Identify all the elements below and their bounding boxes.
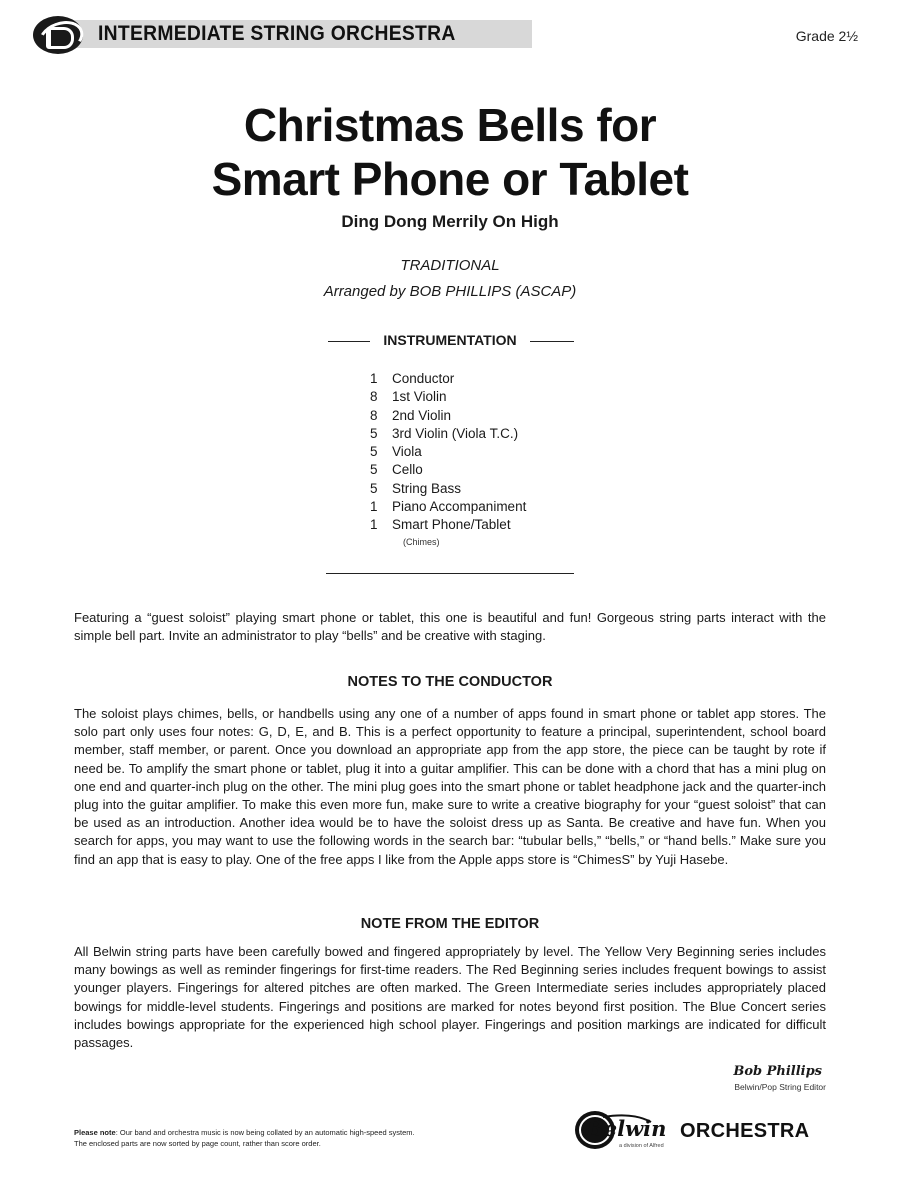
instrumentation-item [370, 516, 610, 534]
page-header [0, 0, 900, 70]
item-name: Cello [392, 462, 423, 478]
instrumentation-item [370, 407, 610, 425]
item-quantity: 8 [370, 407, 378, 423]
editor-signature: Bob Phillips [733, 1064, 822, 1079]
arranger-credit: Arranged by BOB PHILLIPS (ASCAP) [323, 283, 577, 300]
piece-subtitle: Ding Dong Merrily On High [341, 212, 559, 231]
instrumentation-bottom-rule [326, 573, 574, 574]
footer-note-text: : Our band and orchestra music is now being collated by an automatic high-speed system. [115, 1128, 415, 1137]
composer-credit: TRADITIONAL [400, 257, 500, 274]
brand-subline: a division of Alfred [619, 1143, 664, 1149]
instrument-sub-note: (Chimes) [403, 537, 440, 547]
item-name: Viola [392, 444, 422, 460]
footer-note-label: Please note [74, 1128, 116, 1137]
item-name: Smart Phone/Tablet [392, 517, 511, 533]
brand-name: Belwin [586, 1116, 667, 1141]
item-quantity: 5 [370, 480, 378, 496]
footer-note [74, 1128, 524, 1149]
title-line-1: Christmas Bells for [243, 99, 657, 151]
item-name: String Bass [392, 480, 462, 496]
item-quantity: 1 [370, 517, 378, 533]
title-line-2: Smart Phone or Tablet [211, 153, 689, 205]
instrumentation-item [370, 498, 610, 516]
instrumentation-item [370, 443, 610, 461]
item-quantity: 1 [370, 499, 378, 515]
item-quantity: 5 [370, 462, 378, 478]
item-quantity: 5 [370, 425, 378, 441]
editor-role: Belwin/Pop String Editor [734, 1082, 826, 1092]
instrumentation-heading: INSTRUMENTATION [383, 332, 517, 348]
item-quantity: 5 [370, 444, 378, 460]
item-name: 2nd Violin [392, 407, 452, 423]
instrumentation-item [370, 388, 610, 406]
item-quantity: 1 [370, 371, 378, 386]
instrumentation-item [370, 370, 610, 388]
footer-note-line-2: The enclosed parts are now sorted by page count, rather than score order. [74, 1138, 321, 1148]
intro-paragraph: Featuring a “guest soloist” playing smart phone or tablet, this one is beautiful and fun! Gorgeous string parts interact with the simple bell part. Invite an administrator to play “bells” and be creative with staging. [74, 610, 826, 644]
grade-label: Grade 2½ [795, 28, 858, 44]
note-editor-body: All Belwin string parts have been carefully bowed and fingered appropriately by level. The Yellow Very Beginning series includes many bowings as well as reminder fingerings for first-time readers. The Red Beginning series includes frequent bowings to assist younger players. Fingerings for altered pitches are often marked. The Green Intermediate series includes appropriately placed bowings for middle-level students. Fingerings and positions are marked for notes beyond first position. The Blue Concert series includes bowings appropriate for the experienced high school player. Fingerings and position markings are indicated for difficult passages. [74, 944, 826, 1051]
instrumentation-item [370, 461, 610, 479]
note-editor-heading: NOTE FROM THE EDITOR [360, 916, 540, 932]
instrumentation-item [370, 480, 610, 498]
heading-rule-right [530, 341, 574, 342]
item-name: 3rd Violin (Viola T.C.) [392, 425, 519, 441]
series-title: INTERMEDIATE STRING ORCHESTRA [98, 22, 456, 45]
item-name: Piano Accompaniment [392, 499, 527, 515]
notes-conductor-heading: NOTES TO THE CONDUCTOR [347, 674, 553, 690]
belwin-b-logo-icon [33, 16, 83, 54]
item-quantity: 8 [370, 389, 378, 405]
notes-conductor-body: The soloist plays chimes, bells, or handbells using any one of a number of apps found in smart phone or tablet app stores. The solo part only uses four notes: G, D, E, and B. This is a perfect opportunity to feature a principal, superintendent, school board member, staff member, or parent. Once you download an appropriate app from the app store, the piece can be taught by rote if need be. To amplify the smart phone or tablet, plug it into a guitar amplifier. This can be done with a chord that has a mini plug on one end and quarter-inch plug on the other. The mini plug goes into the smart phone or tablet headphone jack and the quarter-inch plug into the guitar amplifier. To make this even more fun, make sure to write a creative biography for your “guest soloist” that can be used as an introduction. Another idea would be to have the soloist dress up as Santa. Be creative and have fun. When you search for apps, you may want to use the following words in the search bar: “tubular bells,” “bells,” or “hand bells.” Make sure you find an app that is easy to play. One of the free apps I like from the Apple apps store is “ChimesS” by Yuji Hasebe. [74, 706, 826, 867]
instrumentation-list [370, 370, 610, 535]
brand-orchestra: ORCHESTRA [680, 1120, 810, 1142]
item-name: 1st Violin [392, 389, 447, 405]
instrumentation-item [370, 425, 610, 443]
piece-title [0, 98, 900, 206]
item-name: Conductor [392, 371, 455, 386]
